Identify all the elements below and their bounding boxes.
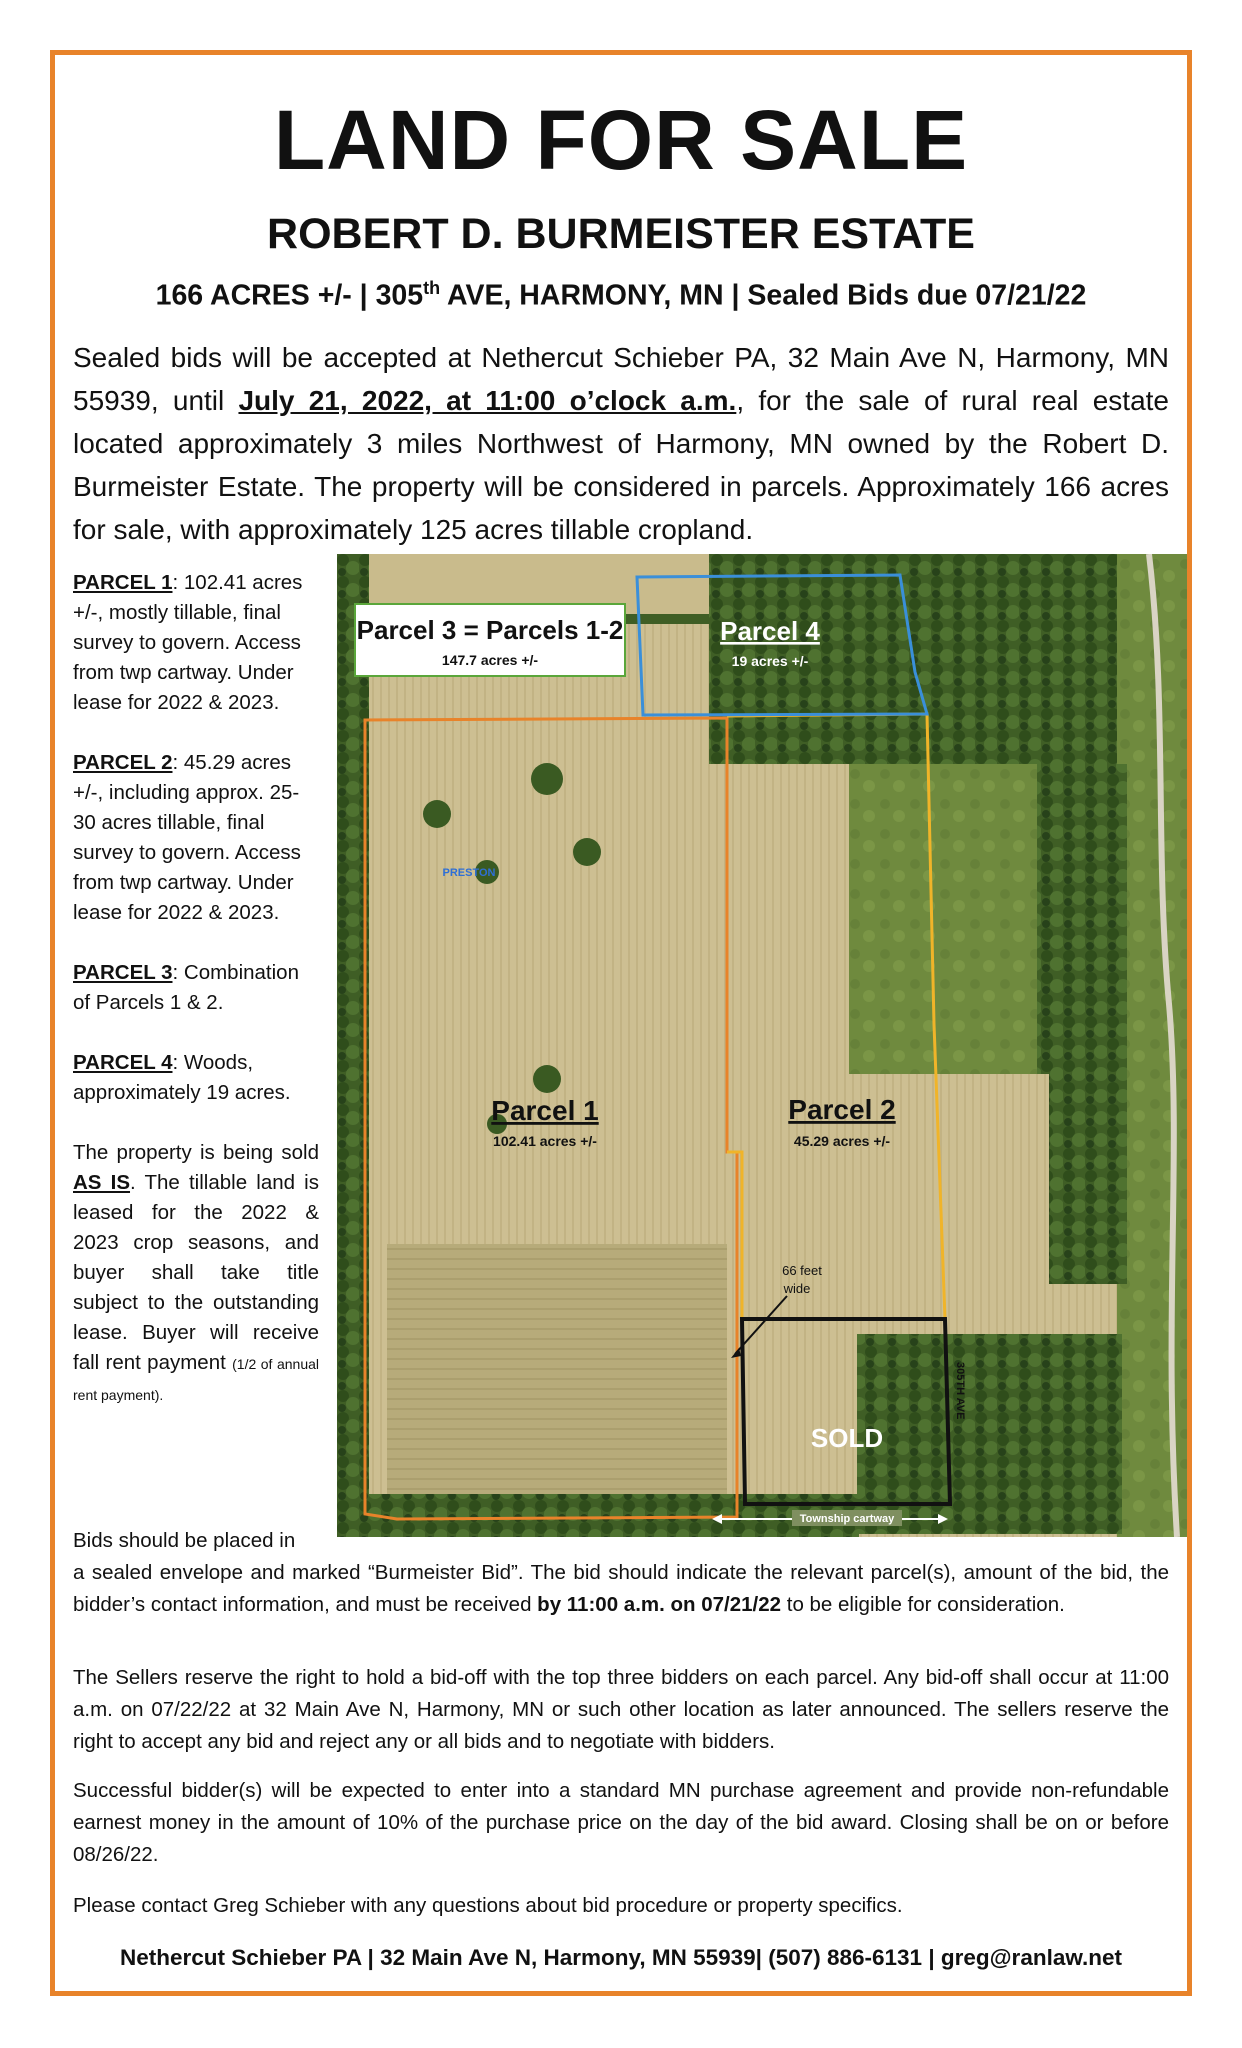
info-acres: 166 ACRES +/- | 305	[155, 279, 424, 312]
bid-instructions-text: a sealed envelope and marked “Burmeister Bid”. The bid should indicate the relevant parcel(s), amount of the bid, the bidder’s contact information, and must be received	[73, 1561, 1169, 1616]
estate-name: ROBERT D. BURMEISTER ESTATE	[267, 210, 975, 258]
parcel-1-description	[73, 568, 319, 718]
southwest-field	[387, 1244, 727, 1514]
parcel-4-title: Parcel 4	[720, 616, 820, 646]
parcel-1-title: Parcel 1	[491, 1095, 599, 1126]
intro-text-end: , for the sale of rural real estate located approximately 3 miles Northwest of Harmony, MN owned by the Robert D. Burmeister Estate. The property will be considered in parcels. Approximately 166 acres for sale, with approximately 125 acres tillable cropland.	[73, 385, 1169, 545]
as-is-text-start: The property is being sold	[73, 1141, 319, 1164]
sold-label: SOLD	[810, 1423, 884, 1453]
east-woods	[1037, 764, 1127, 1284]
bid-instructions	[73, 1525, 1169, 1621]
parcel-2-acres: 45.29 acres +/-	[793, 1133, 891, 1149]
page-title: LAND FOR SALE	[273, 93, 969, 187]
tree-clump	[533, 1065, 561, 1093]
parcel-3-heading: PARCEL 3	[73, 961, 173, 984]
parcel-3-description	[73, 958, 319, 1018]
parcel-4-heading: PARCEL 4	[73, 1051, 173, 1074]
intro-paragraph	[73, 336, 1169, 551]
intro-text-start: Sealed bids will be accepted at Nethercut Schieber PA, 32 Main Ave N, Harmony, MN 55939, until	[73, 342, 1169, 416]
bid-deadline-bold: by 11:00 a.m. on 07/21/22	[537, 1593, 782, 1616]
bid-off-paragraph: The Sellers reserve the right to hold a bid-off with the top three bidders on each parcel. Any bid-off shall occur at 11:00 a.m. on 07/22/22 at 32 Main Ave N, Harmony, MN or such other location as later announced. The sellers reserve the right to accept any bid and reject any or all bids and to negotiate with bidders.	[73, 1666, 1169, 1753]
east-pasture	[1117, 554, 1187, 1537]
bid-instructions-lead: Bids should be placed in	[73, 1529, 296, 1552]
info-line	[0, 278, 1242, 313]
parcel-2-text: : 45.29 acres +/-, including approx. 25-30 acres tillable, final survey to govern. Access from twp cartway. Under lease for 2022 & 2023.	[73, 751, 301, 924]
road-label: 305TH AVE	[954, 1362, 966, 1420]
width-note-line1: 66 feet	[782, 1263, 822, 1278]
parcel-4-acres: 19 acres +/-	[731, 653, 809, 669]
parcel-1-heading: PARCEL 1	[73, 571, 173, 594]
bid-deadline: July 21, 2022, at 11:00 o’clock a.m.	[238, 385, 737, 416]
tree-clump	[423, 800, 451, 828]
width-note-line2: wide	[783, 1281, 811, 1296]
contact-footer: Nethercut Schieber PA | 32 Main Ave N, Harmony, MN 55939| (507) 886-6131 | greg@ranlaw.net	[119, 1945, 1123, 1970]
parcel-2-title: Parcel 2	[788, 1094, 896, 1125]
rent-note: (1/2 of annual rent payment).	[73, 1356, 319, 1403]
tree-clump	[573, 838, 601, 866]
info-rest: AVE, HARMONY, MN | Sealed Bids due 07/21/22	[440, 279, 1087, 312]
cartway-label: Township cartway	[799, 1513, 895, 1525]
parcel-4-description	[73, 1048, 319, 1108]
info-superscript: th	[423, 278, 441, 298]
as-is-emphasis: AS IS	[73, 1171, 131, 1194]
parcel-2-description	[73, 748, 319, 928]
preston-label: PRESTON	[442, 867, 496, 879]
parcel-descriptions	[73, 568, 319, 1410]
bid-instructions-tail: to be eligible for consideration.	[781, 1593, 1065, 1616]
parcel-2-heading: PARCEL 2	[73, 751, 173, 774]
as-is-paragraph	[73, 1138, 319, 1410]
tree-clump	[531, 763, 563, 795]
parcel-4-text: : Woods, approximately 19 acres.	[73, 1051, 291, 1104]
as-is-text-end: . The tillable land is leased for the 2022 & 2023 crop seasons, and buyer shall take title subject to the outstanding lease. Buyer will receive fall rent payment	[73, 1171, 319, 1374]
purchase-paragraph: Successful bidder(s) will be expected to enter into a standard MN purchase agreement and provide non-refundable earnest money in the amount of 10% of the purchase price on the day of the bid award. Closing shall be on or before 08/26/22.	[73, 1779, 1169, 1866]
parcel-1-text: : 102.41 acres +/-, mostly tillable, final survey to govern. Access from twp cartway. Under lease for 2022 & 2023.	[73, 571, 303, 714]
contact-paragraph: Please contact Greg Schieber with any questions about bid procedure or property specifics.	[73, 1894, 903, 1917]
parcel-1-acres: 102.41 acres +/-	[493, 1133, 597, 1149]
parcel-3-title: Parcel 3 = Parcels 1-2	[356, 615, 624, 645]
parcel-3-text: : Combination of Parcels 1 & 2.	[73, 961, 299, 1014]
aerial-parcel-map	[337, 554, 1187, 1537]
parcel-3-acres: 147.7 acres +/-	[441, 652, 539, 668]
